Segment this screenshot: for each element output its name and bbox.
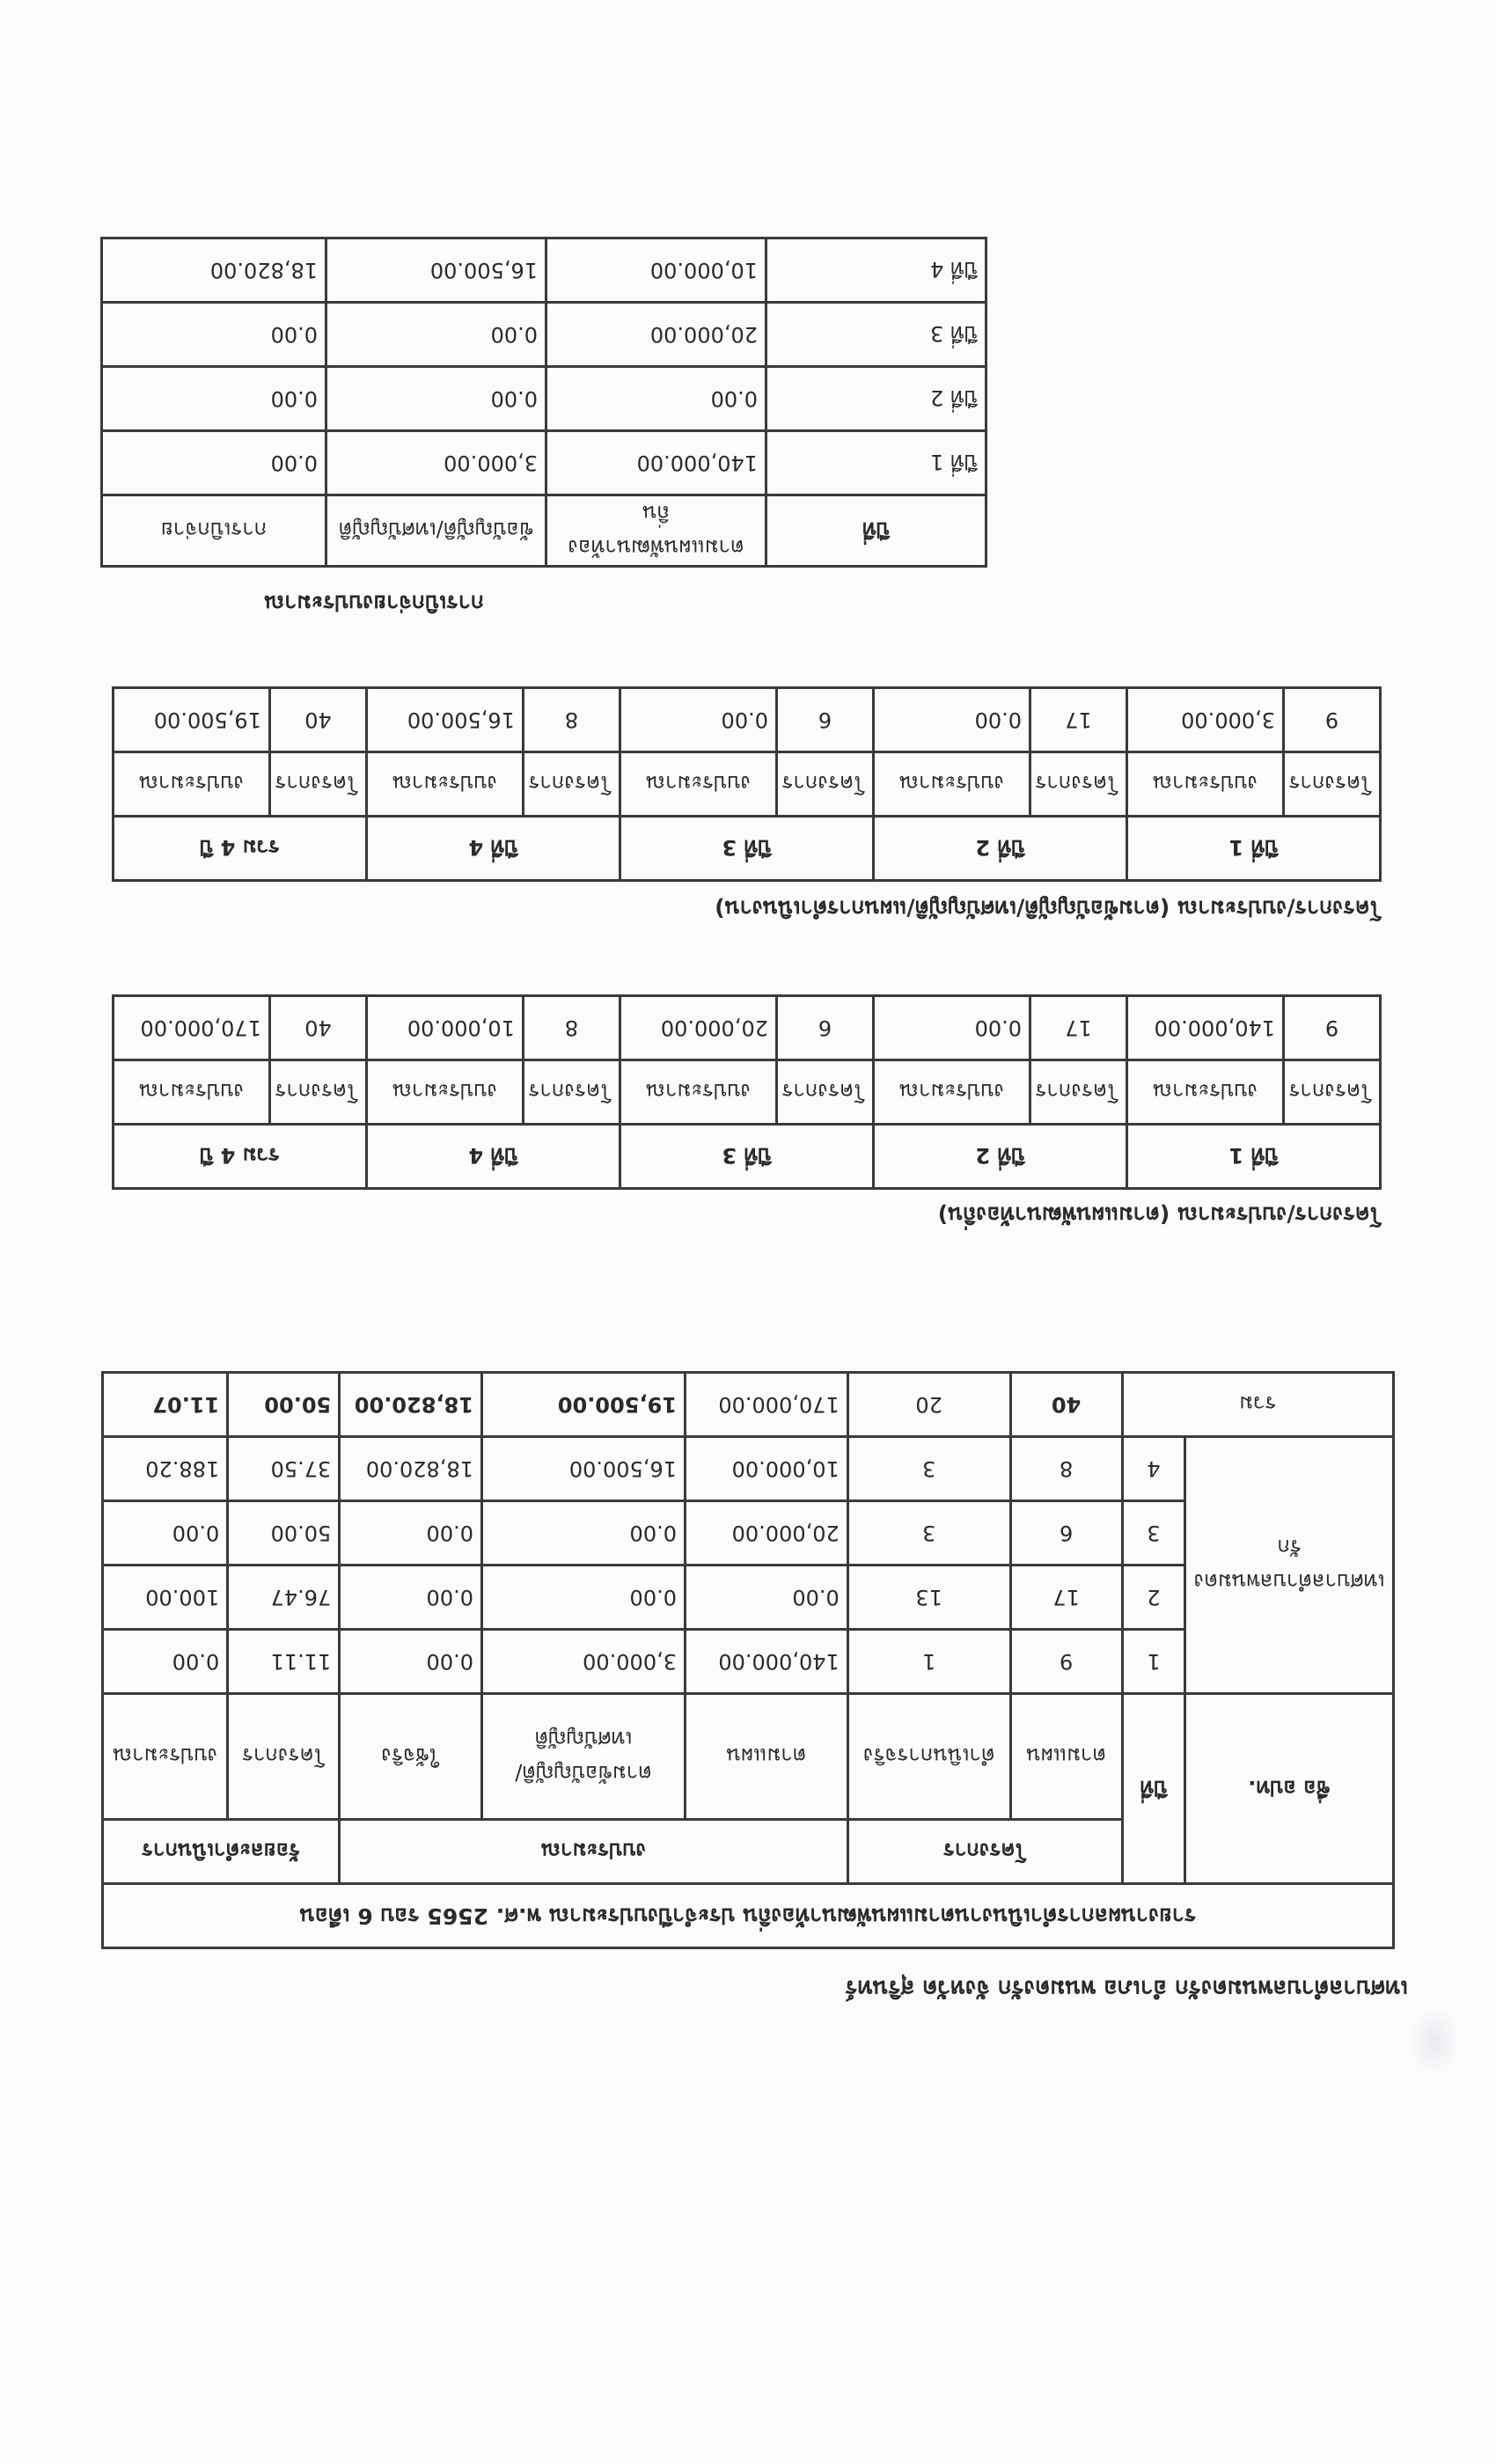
table-row (102, 238, 986, 303)
sub-projects: โครงการ (1030, 1060, 1126, 1125)
sub-budget: งบประมาณ (873, 752, 1030, 817)
sub-budget: งบประมาณ (620, 752, 776, 817)
cell-ordinance: 3,000.00 (326, 431, 546, 495)
cell-plan-count: 9 (1010, 1630, 1122, 1694)
cell-plan-budget: 10,000.00 (685, 1437, 847, 1501)
cell-disbursed: 0.00 (340, 1566, 482, 1630)
sub-projects: โครงการ (269, 752, 366, 817)
cell-budget: 140,000.00 (1126, 996, 1283, 1060)
table-row (102, 303, 986, 367)
sub-budget: งบประมาณ (113, 752, 269, 817)
cell-pct-projects: 37.50 (228, 1437, 340, 1501)
year-header: ปีที่ 4 (366, 817, 620, 881)
total-pct-projects: 50.00 (228, 1373, 340, 1437)
cell-pct-projects: 76.47 (228, 1566, 340, 1630)
sub-projects: โครงการ (776, 1060, 873, 1125)
cell-ordinance: 16,500.00 (326, 238, 546, 303)
cell-plan-count: 6 (1010, 1501, 1122, 1566)
cell-budget: 170,000.00 (113, 996, 269, 1060)
sub-pct-projects: โครงการ (228, 1694, 340, 1820)
cell-year: 2 (1122, 1566, 1185, 1630)
cell-projects: 17 (1030, 688, 1126, 752)
cell-exec-count: 3 (847, 1437, 1010, 1501)
total-ordinance-budget: 19,500.00 (481, 1373, 685, 1437)
group-projects-header: โครงการ (847, 1820, 1122, 1884)
disbursement-caption: การเบิกจ่ายงบประมาณ (264, 590, 484, 616)
cell-budget: 0.00 (620, 688, 776, 752)
cell-disbursed: 18,820.00 (102, 238, 326, 303)
cell-budget: 19,500.00 (113, 688, 269, 752)
sub-plan-count: ตามแผน (1010, 1694, 1122, 1820)
sub-exec-count: ดำเนินการจริง (847, 1694, 1010, 1820)
sub-projects: โครงการ (523, 752, 620, 817)
year-header: ปีที่ 2 (873, 1125, 1126, 1189)
total-label: รวม (1122, 1373, 1393, 1437)
cell-exec-count: 3 (847, 1501, 1010, 1566)
cell-projects: 17 (1030, 996, 1126, 1060)
cell-disbursed: 18,820.00 (340, 1437, 482, 1501)
cell-projects: 8 (523, 688, 620, 752)
cell-pct-budget: 0.00 (103, 1501, 228, 1566)
sub-budget: งบประมาณ (1126, 1060, 1283, 1125)
sub-projects: โครงการ (523, 1060, 620, 1125)
sub-projects: โครงการ (1030, 752, 1126, 817)
table-row (102, 431, 986, 495)
total-disbursed: 18,820.00 (340, 1373, 482, 1437)
year-header: ปีที่ 1 (1126, 817, 1380, 881)
cell-projects: 9 (1284, 996, 1381, 1060)
sub-budget: งบประมาณ (366, 1060, 523, 1125)
cell-plan-budget: 20,000.00 (685, 1501, 847, 1566)
sub-projects: โครงการ (1284, 752, 1381, 817)
cell-plan-count: 8 (1010, 1437, 1122, 1501)
cell-year: ปีที่ 3 (766, 303, 986, 367)
cell-year: 4 (1122, 1437, 1185, 1501)
year-header: ปีที่ 3 (620, 817, 873, 881)
total-row (103, 1373, 1394, 1437)
total-header: รวม 4 ปี (113, 817, 366, 881)
sub-plan-budget: ตามแผน (685, 1694, 847, 1820)
cell-projects: 40 (269, 688, 366, 752)
ordinance-table-caption: โครงการ/งบประมาณ (ตามข้อบัญญัติ/เทศบัญญัติ/แผนการดำเนินงาน) (715, 896, 1382, 921)
cell-plan: 20,000.00 (546, 303, 766, 367)
cell-plan: 0.00 (546, 367, 766, 431)
sub-ordinance-budget: ตามข้อบัญญัติ/ เทศบัญญัติ (481, 1694, 685, 1820)
col-disbursed-header: การเบิกจ่าย (102, 495, 326, 567)
cell-budget: 16,500.00 (366, 688, 523, 752)
sub-pct-budget: งบประมาณ (103, 1694, 228, 1820)
plan-table (112, 994, 1382, 1190)
scan-smudge (1408, 2006, 1461, 2077)
cell-ordinance-budget: 16,500.00 (481, 1437, 685, 1501)
cell-ordinance: 0.00 (326, 303, 546, 367)
cell-projects: 9 (1284, 688, 1381, 752)
sub-budget: งบประมาณ (113, 1060, 269, 1125)
cell-disbursed: 0.00 (102, 303, 326, 367)
cell-exec-count: 1 (847, 1630, 1010, 1694)
sub-disbursed: ใช้จริง (340, 1694, 482, 1820)
group-percent-header: ร้อยละดำเนินการ (103, 1820, 340, 1884)
cell-budget: 20,000.00 (620, 996, 776, 1060)
cell-year: ปีที่ 2 (766, 367, 986, 431)
total-plan-count: 40 (1010, 1373, 1122, 1437)
total-exec-count: 20 (847, 1373, 1010, 1437)
cell-pct-projects: 50.00 (228, 1501, 340, 1566)
cell-projects: 6 (776, 688, 873, 752)
cell-budget: 0.00 (873, 996, 1030, 1060)
col-ordinance-header: ข้อบัญญัติ/เทศบัญญัติ (326, 495, 546, 567)
col-year-header: ปีที่ (1122, 1694, 1185, 1884)
sub-projects: โครงการ (1284, 1060, 1381, 1125)
cell-ordinance-budget: 0.00 (481, 1501, 685, 1566)
cell-year: ปีที่ 1 (766, 431, 986, 495)
sub-budget: งบประมาณ (873, 1060, 1030, 1125)
col-org-header: ชื่อ อปท. (1185, 1694, 1394, 1884)
col-plan-header: ตามแผนพัฒนาท้องถิ่น (546, 495, 766, 567)
cell-pct-budget: 188.20 (103, 1437, 228, 1501)
table-row (113, 688, 1380, 752)
total-plan-budget: 170,000.00 (685, 1373, 847, 1437)
cell-plan: 140,000.00 (546, 431, 766, 495)
cell-pct-budget: 0.00 (103, 1630, 228, 1694)
cell-year: ปีที่ 4 (766, 238, 986, 303)
cell-ordinance-budget: 3,000.00 (481, 1630, 685, 1694)
cell-budget: 3,000.00 (1126, 688, 1283, 752)
total-pct-budget: 11.07 (103, 1373, 228, 1437)
summary-table (101, 1371, 1395, 1949)
cell-exec-count: 13 (847, 1566, 1010, 1630)
year-header: ปีที่ 2 (873, 817, 1126, 881)
year-header: ปีที่ 3 (620, 1125, 873, 1189)
document-heading: เทศบาลตำบลพนมดงรัก อำเภอ พนมดงรัก จังหวัด สุรินทร์ (845, 1975, 1408, 2001)
cell-ordinance-budget: 0.00 (481, 1566, 685, 1630)
table-row (102, 367, 986, 431)
cell-projects: 8 (523, 996, 620, 1060)
cell-plan-budget: 140,000.00 (685, 1630, 847, 1694)
sub-budget: งบประมาณ (620, 1060, 776, 1125)
cell-disbursed: 0.00 (102, 367, 326, 431)
sub-budget: งบประมาณ (366, 752, 523, 817)
cell-projects: 6 (776, 996, 873, 1060)
sub-budget: งบประมาณ (1126, 752, 1283, 817)
cell-plan-count: 17 (1010, 1566, 1122, 1630)
cell-ordinance: 0.00 (326, 367, 546, 431)
ordinance-table (112, 686, 1382, 882)
table-row (113, 996, 1380, 1060)
cell-projects: 40 (269, 996, 366, 1060)
cell-year: 3 (1122, 1501, 1185, 1566)
cell-pct-budget: 100.00 (103, 1566, 228, 1630)
cell-disbursed: 0.00 (102, 431, 326, 495)
table-row (103, 1630, 1394, 1694)
cell-budget: 0.00 (873, 688, 1030, 752)
group-budget-header: งบประมาณ (340, 1820, 848, 1884)
col-year-header: ปีที่ (766, 495, 986, 567)
org-name: เทศบาลตำบลพนมดงรัก (1185, 1437, 1394, 1694)
sub-projects: โครงการ (776, 752, 873, 817)
cell-plan: 10,000.00 (546, 238, 766, 303)
cell-pct-projects: 11.11 (228, 1630, 340, 1694)
year-header: ปีที่ 1 (1126, 1125, 1380, 1189)
cell-plan-budget: 0.00 (685, 1566, 847, 1630)
cell-disbursed: 0.00 (340, 1501, 482, 1566)
cell-budget: 10,000.00 (366, 996, 523, 1060)
sub-projects: โครงการ (269, 1060, 366, 1125)
summary-title: รายงานผลการดำเนินงานตามแผนพัฒนาท้องถิ่น ประจำปีงบประมาณ พ.ศ. 2565 รอบ 6 เดือน (103, 1884, 1394, 1948)
plan-table-caption: โครงการ/งบประมาณ (ตามแผนพัฒนาท้องถิ่น) (937, 1202, 1382, 1228)
total-header: รวม 4 ปี (113, 1125, 366, 1189)
cell-disbursed: 0.00 (340, 1630, 482, 1694)
year-header: ปีที่ 4 (366, 1125, 620, 1189)
cell-year: 1 (1122, 1630, 1185, 1694)
disbursement-table (100, 237, 987, 568)
